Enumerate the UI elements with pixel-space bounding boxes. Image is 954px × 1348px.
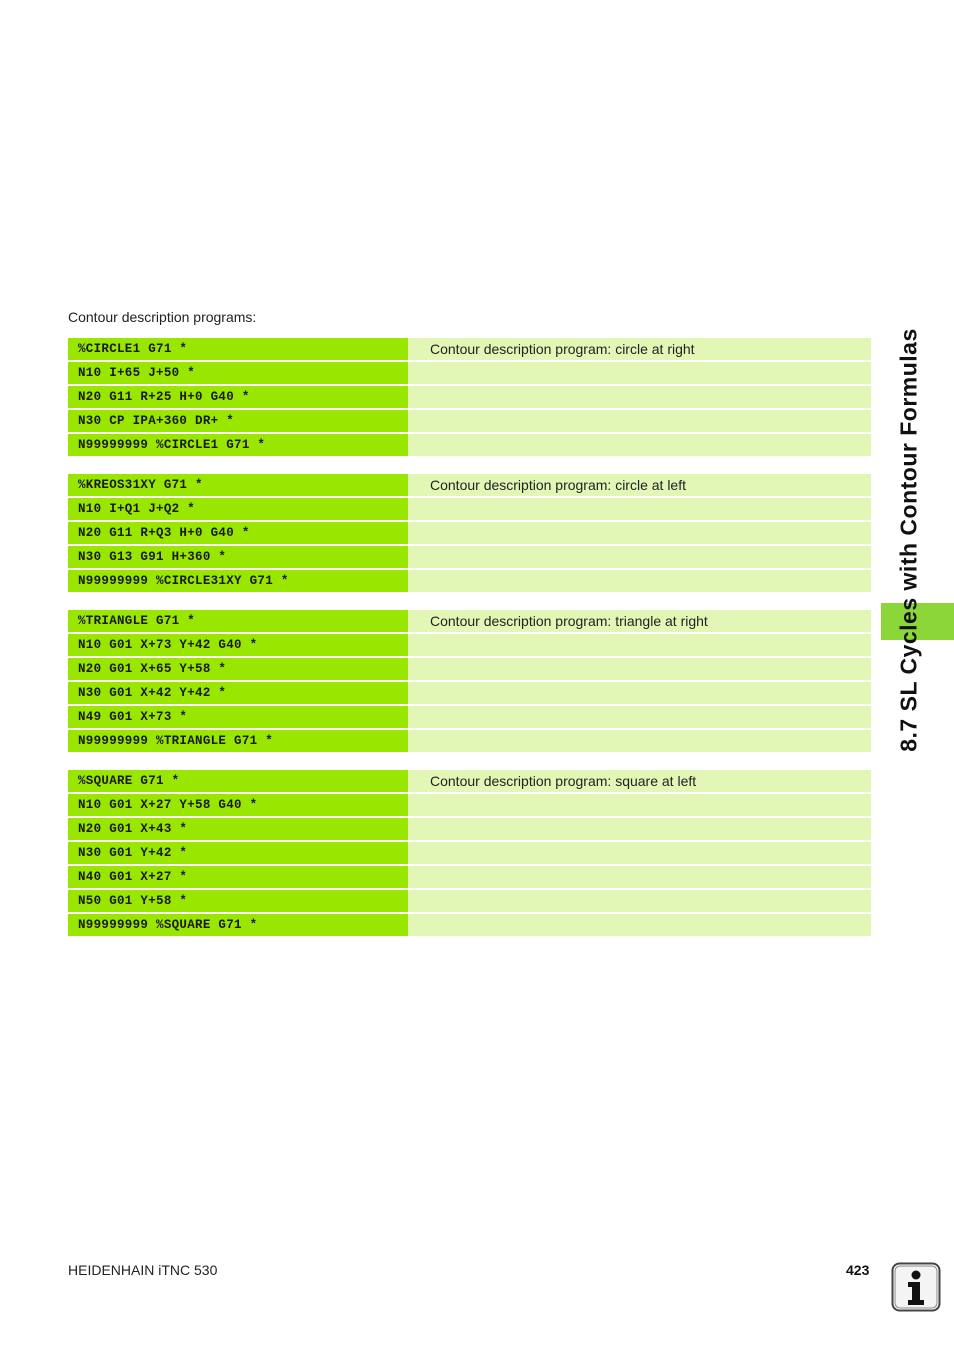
code-line: %CIRCLE1 G71 * — [68, 338, 408, 360]
program-row — [68, 658, 871, 680]
code-description — [408, 866, 871, 888]
program-row — [68, 682, 871, 704]
program-row — [68, 914, 871, 936]
program-row — [68, 474, 871, 496]
page-number: 423 — [846, 1262, 870, 1278]
code-line: N20 G11 R+Q3 H+0 G40 * — [68, 522, 408, 544]
program-row — [68, 634, 871, 656]
code-description — [408, 794, 871, 816]
code-description: Contour description program: circle at left — [408, 474, 871, 496]
program-row — [68, 610, 871, 632]
code-line: N10 G01 X+73 Y+42 G40 * — [68, 634, 408, 656]
code-line: N99999999 %CIRCLE31XY G71 * — [68, 570, 408, 592]
code-line: N30 G01 X+42 Y+42 * — [68, 682, 408, 704]
program-row — [68, 434, 871, 456]
code-description — [408, 890, 871, 912]
code-line: N30 G01 Y+42 * — [68, 842, 408, 864]
code-line: N99999999 %CIRCLE1 G71 * — [68, 434, 408, 456]
code-description — [408, 570, 871, 592]
code-description — [408, 682, 871, 704]
program-row — [68, 522, 871, 544]
code-line: N40 G01 X+27 * — [68, 866, 408, 888]
code-description — [408, 842, 871, 864]
code-line: N10 G01 X+27 Y+58 G40 * — [68, 794, 408, 816]
program-row — [68, 570, 871, 592]
code-description — [408, 914, 871, 936]
code-line: N30 G13 G91 H+360 * — [68, 546, 408, 568]
code-line: %SQUARE G71 * — [68, 770, 408, 792]
program-row — [68, 706, 871, 728]
code-line: %TRIANGLE G71 * — [68, 610, 408, 632]
info-icon — [891, 1262, 941, 1312]
code-description — [408, 386, 871, 408]
program-block — [68, 338, 871, 456]
program-row — [68, 362, 871, 384]
code-line: N99999999 %TRIANGLE G71 * — [68, 730, 408, 752]
code-line: N99999999 %SQUARE G71 * — [68, 914, 408, 936]
code-description — [408, 410, 871, 432]
program-tables — [68, 338, 871, 954]
program-row — [68, 498, 871, 520]
code-line: N20 G01 X+65 Y+58 * — [68, 658, 408, 680]
program-row — [68, 794, 871, 816]
program-row — [68, 770, 871, 792]
code-description: Contour description program: triangle at right — [408, 610, 871, 632]
code-description — [408, 658, 871, 680]
program-row — [68, 842, 871, 864]
code-line: N49 G01 X+73 * — [68, 706, 408, 728]
code-description — [408, 498, 871, 520]
program-row — [68, 410, 871, 432]
code-line: %KREOS31XY G71 * — [68, 474, 408, 496]
program-row — [68, 866, 871, 888]
code-description — [408, 434, 871, 456]
code-description — [408, 522, 871, 544]
code-line: N30 CP IPA+360 DR+ * — [68, 410, 408, 432]
code-description — [408, 706, 871, 728]
code-description: Contour description program: square at left — [408, 770, 871, 792]
code-line: N50 G01 Y+58 * — [68, 890, 408, 912]
code-description — [408, 362, 871, 384]
intro-text: Contour description programs: — [68, 309, 257, 325]
code-description — [408, 730, 871, 752]
program-row — [68, 730, 871, 752]
code-description: Contour description program: circle at right — [408, 338, 871, 360]
code-description — [408, 546, 871, 568]
code-line: N20 G11 R+25 H+0 G40 * — [68, 386, 408, 408]
program-row — [68, 890, 871, 912]
footer-product: HEIDENHAIN iTNC 530 — [68, 1262, 218, 1278]
program-row — [68, 818, 871, 840]
program-block — [68, 610, 871, 752]
code-line: N20 G01 X+43 * — [68, 818, 408, 840]
program-row — [68, 546, 871, 568]
program-row — [68, 386, 871, 408]
code-description — [408, 634, 871, 656]
code-line: N10 I+Q1 J+Q2 * — [68, 498, 408, 520]
code-line: N10 I+65 J+50 * — [68, 362, 408, 384]
code-description — [408, 818, 871, 840]
side-title-text: 8.7 SL Cycles with Contour Formulas — [895, 328, 922, 752]
program-row — [68, 338, 871, 360]
program-block — [68, 770, 871, 936]
program-block — [68, 474, 871, 592]
